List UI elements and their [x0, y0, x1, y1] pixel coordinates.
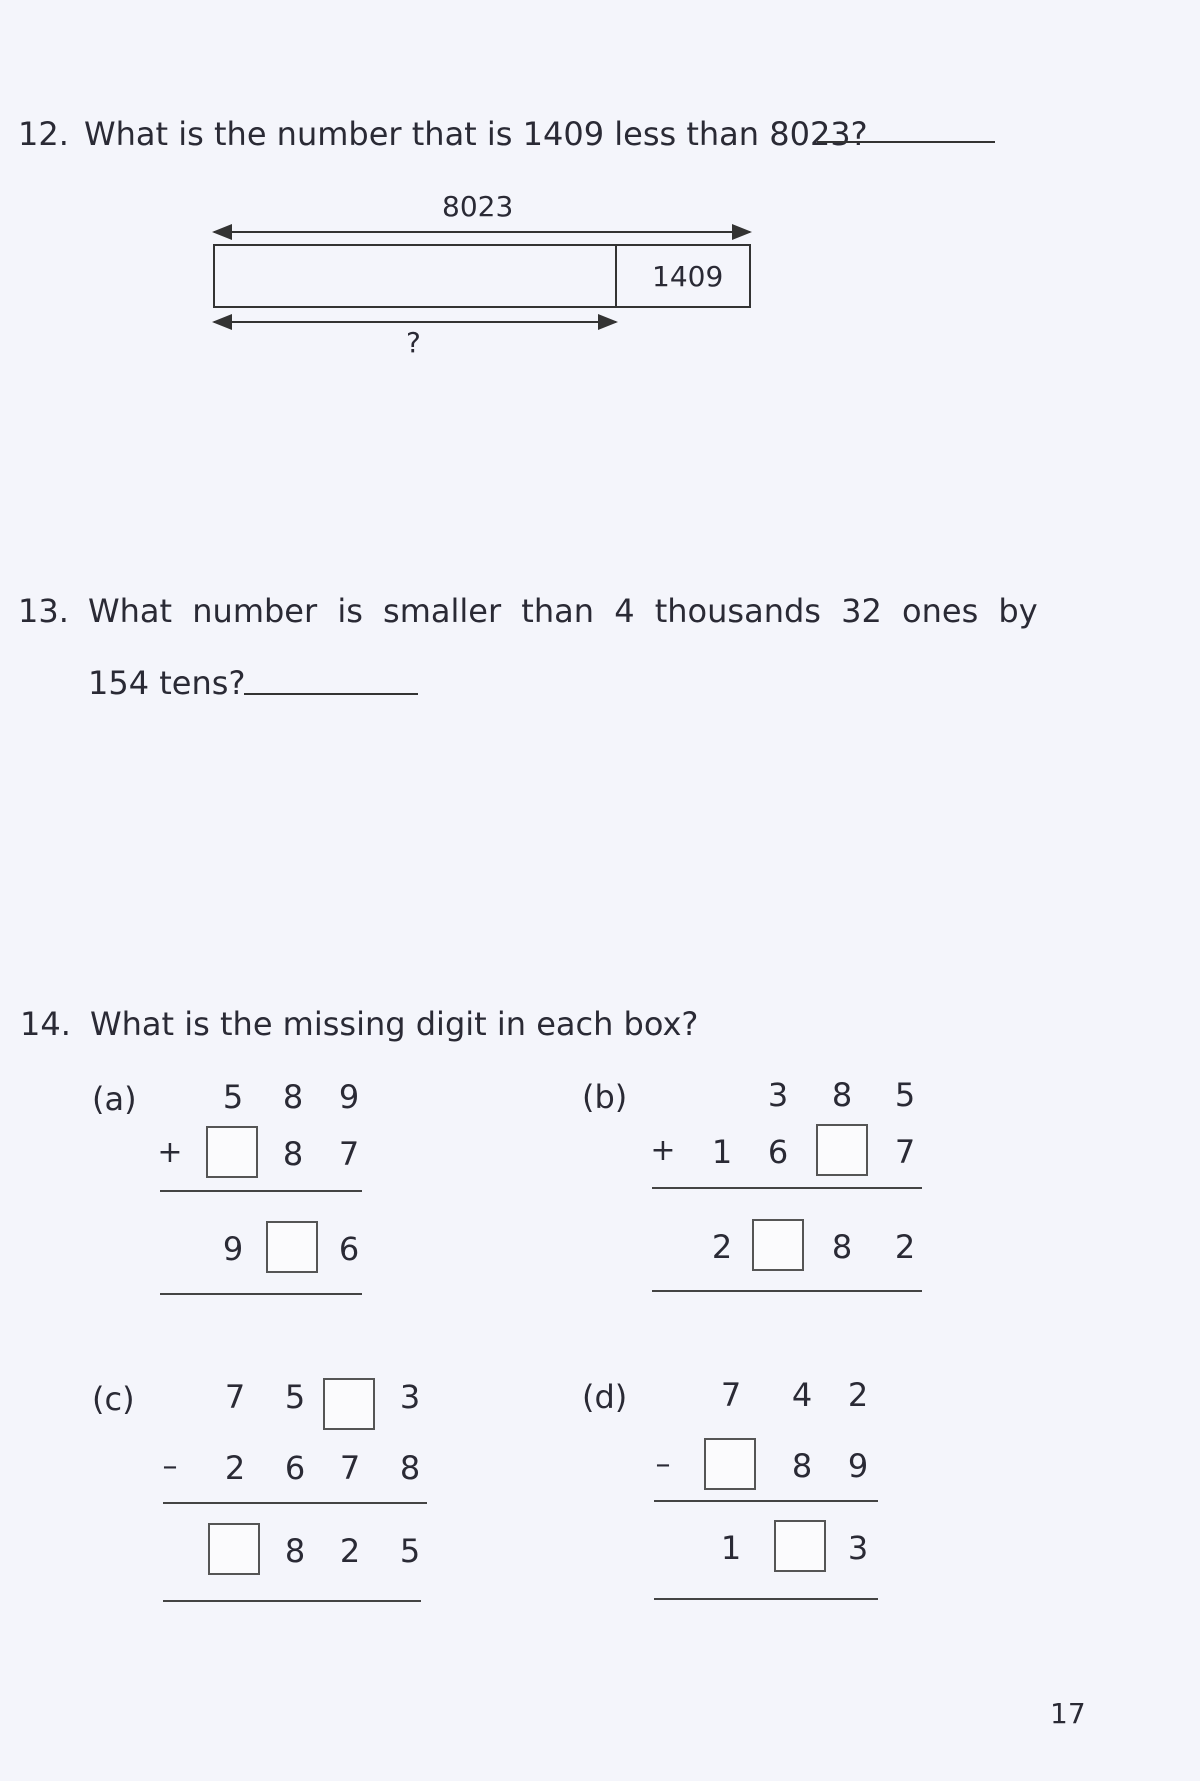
question-14-number: 14.	[20, 1005, 71, 1043]
b-row3-digit: 2	[894, 1228, 916, 1266]
b-plus-sign: +	[650, 1133, 676, 1168]
a-sum-rule	[160, 1190, 362, 1192]
a-row3-digit: 6	[338, 1230, 360, 1268]
d-row3-digit: 1	[720, 1529, 742, 1567]
b-row1-digit: 8	[831, 1076, 853, 1114]
bar-model-diagram	[210, 190, 760, 370]
c-row3-digit: 2	[339, 1532, 361, 1570]
a-missing-digit-box[interactable]	[206, 1126, 258, 1178]
b-missing-digit-box[interactable]	[752, 1219, 804, 1271]
d-row1-digit: 7	[720, 1376, 742, 1414]
d-bottom-rule	[654, 1598, 878, 1600]
problem-b-label: (b)	[582, 1078, 628, 1116]
d-minus-sign: –	[655, 1447, 671, 1482]
c-bottom-rule	[163, 1600, 421, 1602]
a-row1-digit: 8	[282, 1078, 304, 1116]
unknown-label: ?	[406, 326, 421, 359]
b-row1-digit: 5	[894, 1076, 916, 1114]
c-row2-digit: 6	[284, 1449, 306, 1487]
b-row2-digit: 1	[711, 1133, 733, 1171]
a-row1-digit: 9	[338, 1078, 360, 1116]
a-row1-digit: 5	[222, 1078, 244, 1116]
b-row3-digit: 8	[831, 1228, 853, 1266]
c-missing-digit-box[interactable]	[208, 1523, 260, 1575]
a-row2-digit: 8	[282, 1135, 304, 1173]
c-missing-digit-box[interactable]	[323, 1378, 375, 1430]
question-14-text: What is the missing digit in each box?	[90, 1005, 699, 1043]
answer-line-12[interactable]	[817, 141, 995, 143]
question-12-text: What is the number that is 1409 less than 8023?	[84, 115, 868, 153]
a-plus-sign: +	[157, 1135, 183, 1170]
c-row1-digit: 3	[399, 1378, 421, 1416]
b-sum-rule	[652, 1187, 922, 1189]
a-row2-digit: 7	[338, 1135, 360, 1173]
b-row3-digit: 2	[711, 1228, 733, 1266]
b-row2-digit: 7	[894, 1133, 916, 1171]
part-label: 1409	[652, 260, 724, 293]
d-row2-digit: 8	[791, 1447, 813, 1485]
total-label: 8023	[442, 190, 514, 223]
c-row3-digit: 8	[284, 1532, 306, 1570]
b-row2-digit: 6	[767, 1133, 789, 1171]
d-missing-digit-box[interactable]	[704, 1438, 756, 1490]
problem-c-label: (c)	[92, 1380, 135, 1418]
c-row2-digit: 2	[224, 1449, 246, 1487]
a-missing-digit-box[interactable]	[266, 1221, 318, 1273]
d-row2-digit: 9	[847, 1447, 869, 1485]
b-missing-digit-box[interactable]	[816, 1124, 868, 1176]
problem-a-label: (a)	[92, 1080, 137, 1118]
d-row3-digit: 3	[847, 1529, 869, 1567]
question-13-number: 13.	[18, 592, 69, 630]
d-missing-digit-box[interactable]	[774, 1520, 826, 1572]
c-row2-digit: 7	[339, 1449, 361, 1487]
page-number: 17	[1050, 1697, 1086, 1730]
question-12-number: 12.	[18, 115, 69, 153]
a-bottom-rule	[160, 1293, 362, 1295]
problem-d-label: (d)	[582, 1378, 628, 1416]
question-13-line1: What number is smaller than 4 thousands 32 ones by	[88, 592, 1038, 630]
question-13-line2: 154 tens?	[88, 664, 246, 702]
answer-line-13[interactable]	[244, 693, 418, 695]
d-row1-digit: 4	[791, 1376, 813, 1414]
b-row1-digit: 3	[767, 1076, 789, 1114]
a-row3-digit: 9	[222, 1230, 244, 1268]
b-bottom-rule	[652, 1290, 922, 1292]
c-row3-digit: 5	[399, 1532, 421, 1570]
d-row1-digit: 2	[847, 1376, 869, 1414]
c-row2-digit: 8	[399, 1449, 421, 1487]
c-difference-rule	[163, 1502, 427, 1504]
d-difference-rule	[654, 1500, 878, 1502]
c-row1-digit: 5	[284, 1378, 306, 1416]
c-minus-sign: –	[162, 1449, 178, 1484]
c-row1-digit: 7	[224, 1378, 246, 1416]
